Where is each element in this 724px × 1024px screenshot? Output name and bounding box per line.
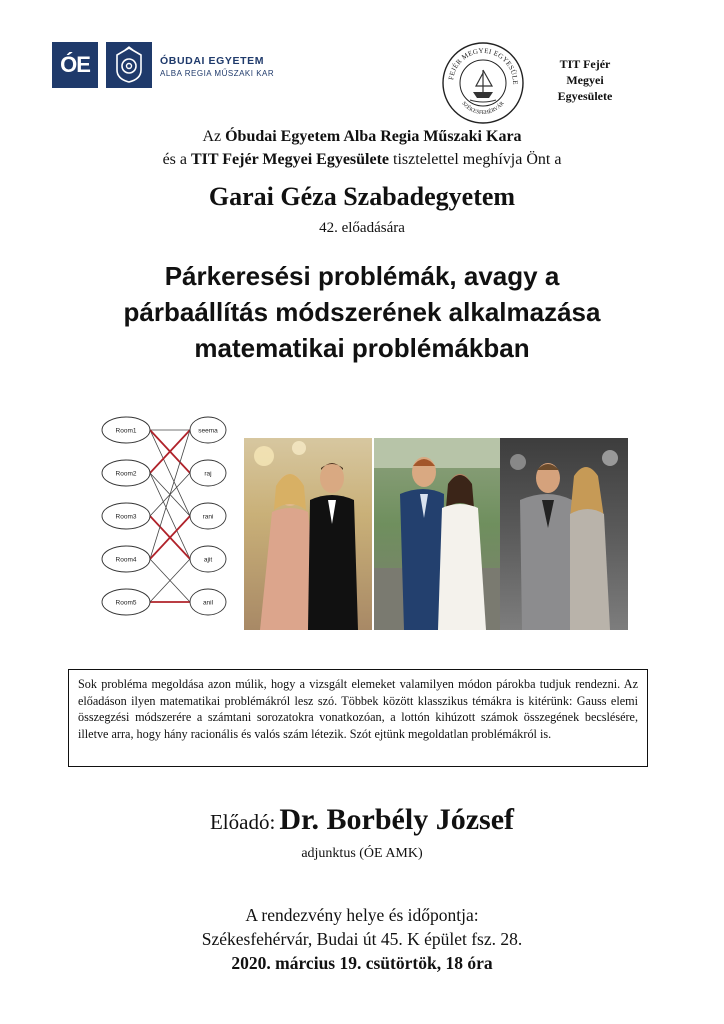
graph-edge [150,473,190,559]
couple-photo-2 [374,438,500,630]
room-label: Room5 [115,599,137,607]
invitation-line-1: Az Óbudai Egyetem Alba Regia Műszaki Kara [202,128,522,145]
graph-edge [150,430,190,559]
presenter-name: Dr. Borbély József [279,803,514,836]
university-seal-icon [106,42,152,88]
university-name: ÓBUDAI EGYETEM [160,55,265,67]
presenter [0,803,724,837]
presenter-label: Előadó: [209,810,276,834]
svg-text:SZÉKESFEHÉRVÁR: SZÉKESFEHÉRVÁR [460,100,506,117]
room-label: Room4 [115,556,137,564]
oe-logo: ÓE [52,42,98,88]
lecture-title: Párkeresési problémák, avagy a párbaállítás módszerének alkalmazása matematikai problémákban [123,261,601,363]
graph-nodes [102,417,226,615]
lecture-abstract: Sok probléma megoldása azon múlik, hogy a vizsgált elemeket valamilyen módon párokba tudjuk rendezni. Az előadáson ilyen matematikai problémákról lesz szó. Többek között klasszikus témákra is kitérünk: Gauss elemi összegzési módszerére a számtani sorozatokra vonatkozóan, a lottón kihúzott számok összegének becslésére, illetve arra, hogy hány racionális és valós szám létezik. Szót ejtünk megoldatlan problémákról is. [68,669,648,767]
faculty-name: ALBA REGIA MŰSZAKI KAR [160,69,275,78]
series-title: Garai Géza Szabadegyetem [208,182,516,211]
couple-photo-3 [500,438,628,630]
room-label: Room1 [115,427,137,435]
bipartite-matching-graph [96,408,244,630]
person-label: raj [204,470,212,478]
svg-text:TIT FEJÉR MEGYEI EGYESÜLETE: FEJÉR MEGYEI EGYESÜLE [447,46,520,85]
room-label: Room3 [115,513,137,521]
couple-photo-1 [244,438,372,630]
invitation-line-2: és a TIT Fejér Megyei Egyesülete tisztelettel meghívja Önt a [162,151,562,168]
graph-edges [150,430,190,602]
person-label: seema [198,427,218,435]
venue-heading: A rendezvény helye és időpontja: [245,905,479,925]
tit-seal-icon [440,40,526,126]
tit-name: TIT Fejér Megyei Egyesülete [557,57,613,103]
event-datetime: 2020. március 19. csütörtök, 18 óra [231,953,493,973]
room-label: Room2 [115,470,137,478]
person-label: rani [202,513,214,521]
venue-address: Székesfehérvár, Budai út 45. K épület fsz. 28. [201,929,523,949]
person-label: anil [202,599,214,607]
graph-edge [150,430,190,516]
presenter-rank: adjunktus (ÓE AMK) [301,846,423,861]
person-label: ajit [203,556,213,564]
lecture-ordinal: 42. előadására [319,220,405,236]
